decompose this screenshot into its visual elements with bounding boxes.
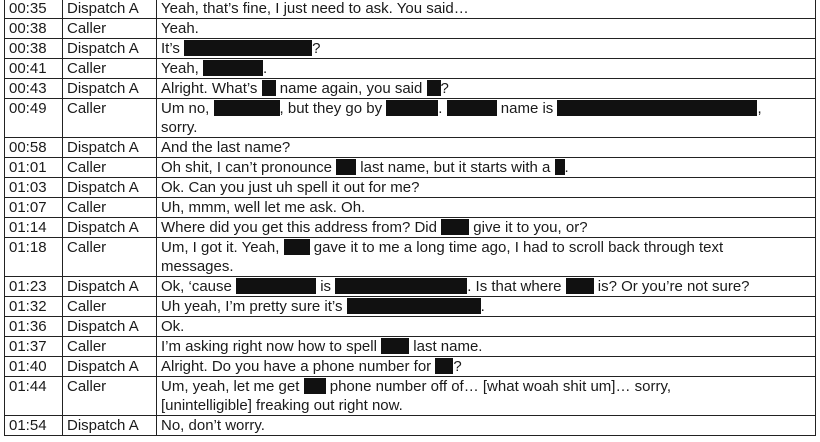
utterance-cell: [157, 416, 816, 436]
speaker-cell: Caller: [63, 59, 157, 79]
utterance-cell: [157, 357, 816, 377]
transcript-row: [5, 59, 816, 79]
speaker-cell: Dispatch A: [63, 416, 157, 436]
timestamp-cell: 00:49: [5, 99, 63, 138]
speaker-cell: Caller: [63, 19, 157, 39]
utterance-text: phone number off of… [what woah shit um]… sorry,: [325, 378, 672, 395]
transcript-row: [5, 337, 816, 357]
speaker-cell: Caller: [63, 238, 157, 277]
timestamp-cell: 01:37: [5, 337, 63, 357]
redaction-block: [427, 80, 441, 96]
utterance-text: And the last name?: [161, 139, 291, 156]
redaction-block: [284, 239, 310, 255]
redaction-block: [262, 80, 276, 96]
redaction-block: [203, 60, 263, 76]
utterance-text: .: [438, 100, 447, 117]
utterance-cell: [157, 99, 816, 138]
timestamp-cell: 01:54: [5, 416, 63, 436]
utterance-cell: [157, 0, 816, 19]
timestamp-cell: 00:41: [5, 59, 63, 79]
utterance-text: ?: [312, 40, 321, 57]
utterance-cell: [157, 218, 816, 238]
transcript-table: [4, 0, 816, 436]
utterance-text: Ok. Can you just uh spell it out for me?: [161, 179, 420, 196]
utterance-text: ?: [440, 80, 449, 97]
utterance-text: .: [564, 159, 569, 176]
timestamp-cell: 01:07: [5, 198, 63, 218]
utterance-text: Yeah, that’s fine, I just need to ask. You said…: [161, 0, 469, 17]
utterance-text: Yeah,: [161, 60, 203, 77]
timestamp-cell: 01:44: [5, 377, 63, 416]
utterance-cell: [157, 138, 816, 158]
redaction-block: [184, 40, 312, 56]
utterance-text: Um no,: [161, 100, 214, 117]
redaction-block: [566, 278, 594, 294]
utterance-text: .: [263, 60, 268, 77]
utterance-text: sorry.: [161, 119, 198, 136]
speaker-cell: Dispatch A: [63, 357, 157, 377]
utterance-cell: [157, 158, 816, 178]
utterance-cell: [157, 297, 816, 317]
utterance-cell: [157, 277, 816, 297]
utterance-text: give it to you, or?: [469, 219, 588, 236]
utterance-cell: [157, 198, 816, 218]
utterance-text: messages.: [161, 258, 234, 275]
speaker-cell: Dispatch A: [63, 317, 157, 337]
transcript-row: [5, 138, 816, 158]
timestamp-cell: 01:23: [5, 277, 63, 297]
redaction-block: [347, 298, 481, 314]
utterance-text: ,: [757, 100, 762, 117]
transcript-row: [5, 238, 816, 277]
utterance-text: I’m asking right now how to spell: [161, 338, 382, 355]
utterance-cell: [157, 317, 816, 337]
transcript-row: [5, 297, 816, 317]
speaker-cell: Caller: [63, 99, 157, 138]
utterance-text: Yeah.: [161, 20, 199, 37]
redaction-block: [214, 100, 280, 116]
utterance-text: No, don’t worry.: [161, 417, 265, 434]
utterance-text: Uh yeah, I’m pretty sure it’s: [161, 298, 347, 315]
timestamp-cell: 01:18: [5, 238, 63, 277]
redaction-block: [386, 100, 438, 116]
utterance-text: [unintelligible] freaking out right now.: [161, 397, 403, 414]
redaction-block: [435, 358, 453, 374]
utterance-text: Um, yeah, let me get: [161, 378, 304, 395]
transcript-row: [5, 39, 816, 59]
transcript-rows: [5, 0, 816, 436]
timestamp-cell: 01:03: [5, 178, 63, 198]
speaker-cell: Caller: [63, 377, 157, 416]
utterance-text: last name, but it starts with a: [356, 159, 555, 176]
utterance-text: . Is that where: [467, 278, 566, 295]
utterance-text: is: [316, 278, 336, 295]
speaker-cell: Dispatch A: [63, 277, 157, 297]
redaction-block: [447, 100, 497, 116]
speaker-cell: Dispatch A: [63, 218, 157, 238]
speaker-cell: Dispatch A: [63, 79, 157, 99]
utterance-text: last name.: [409, 338, 483, 355]
speaker-cell: Caller: [63, 198, 157, 218]
utterance-text: Oh shit, I can’t pronounce: [161, 159, 337, 176]
timestamp-cell: 00:43: [5, 79, 63, 99]
speaker-cell: Dispatch A: [63, 138, 157, 158]
utterance-text: It’s: [161, 40, 185, 57]
utterance-cell: [157, 337, 816, 357]
utterance-text: Ok, ‘cause: [161, 278, 237, 295]
utterance-text: .: [480, 298, 485, 315]
speaker-cell: Caller: [63, 337, 157, 357]
utterance-text: , but they go by: [279, 100, 387, 117]
transcript-row: [5, 198, 816, 218]
transcript-row: [5, 416, 816, 436]
transcript-row: [5, 99, 816, 138]
timestamp-cell: 00:35: [5, 0, 63, 19]
utterance-cell: [157, 377, 816, 416]
redaction-block: [304, 378, 326, 394]
transcript-row: [5, 158, 816, 178]
timestamp-cell: 01:14: [5, 218, 63, 238]
timestamp-cell: 00:38: [5, 19, 63, 39]
speaker-cell: Caller: [63, 158, 157, 178]
utterance-text: name again, you said: [275, 80, 427, 97]
transcript-row: [5, 317, 816, 337]
utterance-text: ?: [453, 358, 462, 375]
utterance-cell: [157, 238, 816, 277]
utterance-text: Um, I got it. Yeah,: [161, 239, 284, 256]
redaction-block: [555, 159, 565, 175]
transcript-row: [5, 357, 816, 377]
speaker-cell: Dispatch A: [63, 0, 157, 19]
transcript-row: [5, 178, 816, 198]
utterance-text: Uh, mmm, well let me ask. Oh.: [161, 199, 366, 216]
redaction-block: [236, 278, 316, 294]
redaction-block: [336, 159, 356, 175]
speaker-cell: Dispatch A: [63, 39, 157, 59]
timestamp-cell: 01:36: [5, 317, 63, 337]
utterance-text: gave it to me a long time ago, I had to scroll back through text: [309, 239, 724, 256]
redaction-block: [381, 338, 409, 354]
transcript-row: [5, 218, 816, 238]
utterance-cell: [157, 178, 816, 198]
utterance-text: name is: [496, 100, 558, 117]
utterance-text: Where did you get this address from? Did: [161, 219, 442, 236]
transcript-row: [5, 377, 816, 416]
transcript-row: [5, 19, 816, 39]
redaction-block: [557, 100, 757, 116]
utterance-text: is? Or you’re not sure?: [593, 278, 750, 295]
transcript-row: [5, 277, 816, 297]
timestamp-cell: 00:38: [5, 39, 63, 59]
redaction-block: [441, 219, 469, 235]
utterance-text: Alright. Do you have a phone number for: [161, 358, 436, 375]
utterance-text: Alright. What’s: [161, 80, 262, 97]
utterance-cell: [157, 59, 816, 79]
transcript-row: [5, 79, 816, 99]
utterance-cell: [157, 19, 816, 39]
utterance-cell: [157, 79, 816, 99]
speaker-cell: Dispatch A: [63, 178, 157, 198]
speaker-cell: Caller: [63, 297, 157, 317]
timestamp-cell: 01:40: [5, 357, 63, 377]
timestamp-cell: 01:32: [5, 297, 63, 317]
transcript-row: [5, 0, 816, 19]
redaction-block: [335, 278, 467, 294]
utterance-text: Ok.: [161, 318, 185, 335]
utterance-cell: [157, 39, 816, 59]
timestamp-cell: 01:01: [5, 158, 63, 178]
timestamp-cell: 00:58: [5, 138, 63, 158]
